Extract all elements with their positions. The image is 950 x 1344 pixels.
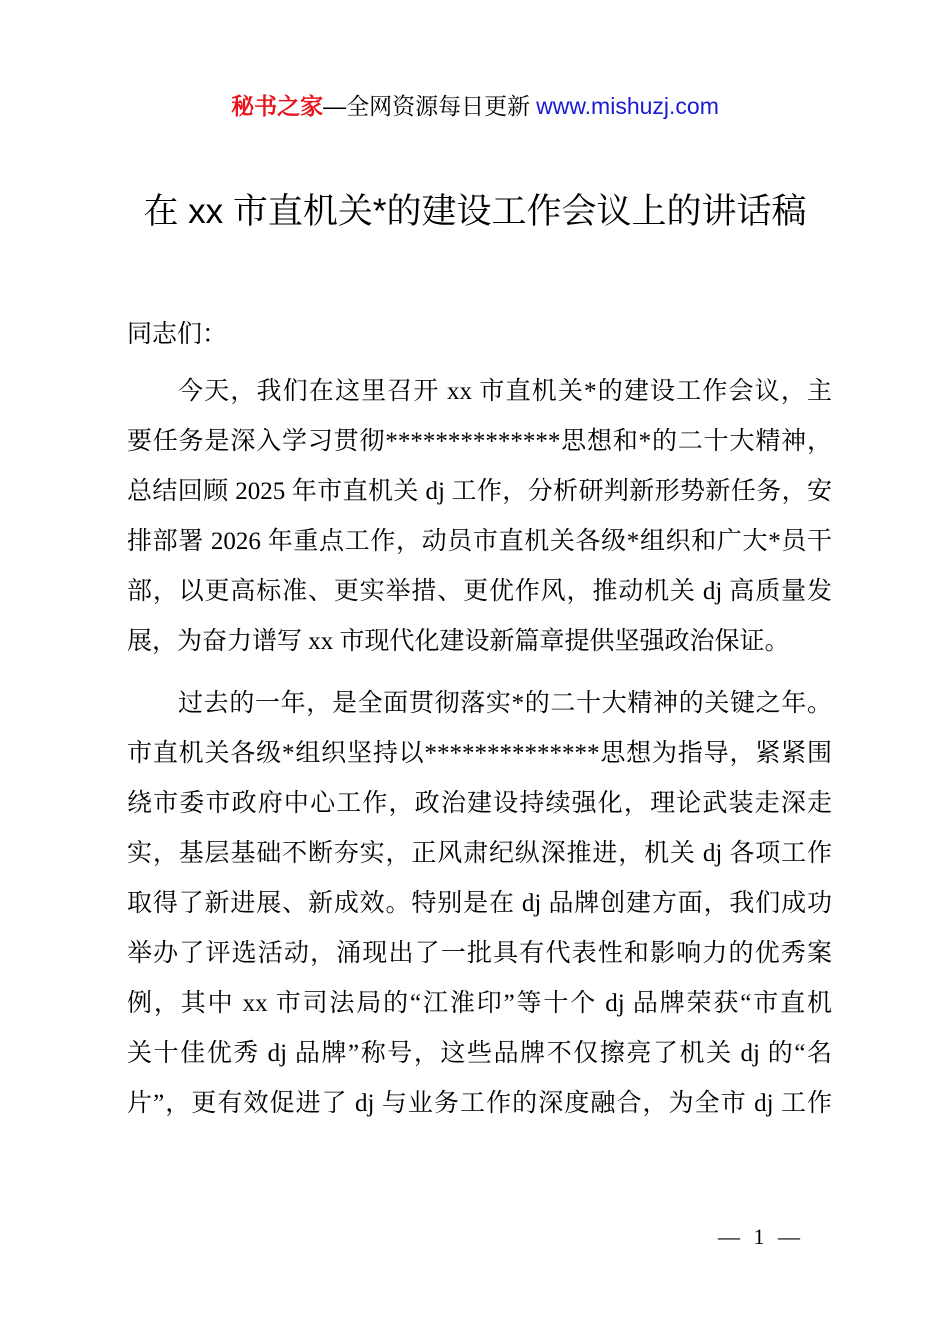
text-line: 展，为奋力谱写 xx 市现代化建设新篇章提供坚强政治保证。 <box>127 628 790 655</box>
text-line: 要任务是深入学习贯彻**************思想和*的二十大精神， <box>127 428 832 455</box>
page-number: — 1 — <box>718 1224 804 1249</box>
text-line: 部，以更高标准、更实举措、更优作风，推动机关 dj 高质量发 <box>127 578 832 605</box>
text-line: 今天，我们在这里召开 xx 市直机关*的建设工作会议，主 <box>178 378 832 405</box>
text-line: 实，基层基础不断夯实，正风肃纪纵深推进，机关 dj 各项工作 <box>127 840 832 867</box>
salutation: 同志们： <box>127 321 228 348</box>
text-line: 片”，更有效促进了 dj 与业务工作的深度融合，为全市 dj 工作 <box>127 1090 832 1117</box>
text-line: 举办了评选活动，涌现出了一批具有代表性和影响力的优秀案 <box>127 940 832 967</box>
document-title: 在 xx 市直机关*的建设工作会议上的讲话稿 <box>143 192 807 231</box>
site-url-link[interactable]: www.mishuzj.com <box>536 93 719 119</box>
text-line: 过去的一年，是全面贯彻落实*的二十大精神的关键之年。 <box>178 690 832 717</box>
text-line: 取得了新进展、新成效。特别是在 dj 品牌创建方面，我们成功 <box>127 890 832 917</box>
text-line: 市直机关各级*组织坚持以**************思想为指导，紧紧围 <box>127 740 832 767</box>
text-line: 关十佳优秀 dj 品牌”称号，这些品牌不仅擦亮了机关 dj 的“名 <box>127 1040 832 1067</box>
site-header <box>0 88 950 121</box>
text-line: 排部署 2026 年重点工作，动员市直机关各级*组织和广大*员干 <box>127 528 832 555</box>
header-slogan: —全网资源每日更新 <box>323 93 531 119</box>
text-line: 总结回顾 2025 年市直机关 dj 工作，分析研判新形势新任务，安 <box>127 478 832 505</box>
text-line: 绕市委市政府中心工作，政治建设持续强化，理论武装走深走 <box>127 790 832 817</box>
paragraph-1 <box>127 367 832 667</box>
text-line: 例，其中 xx 市司法局的“江淮印”等十个 dj 品牌荣获“市直机 <box>127 990 832 1017</box>
paragraph-2 <box>127 679 832 1129</box>
brand-name: 秘书之家 <box>231 93 324 119</box>
